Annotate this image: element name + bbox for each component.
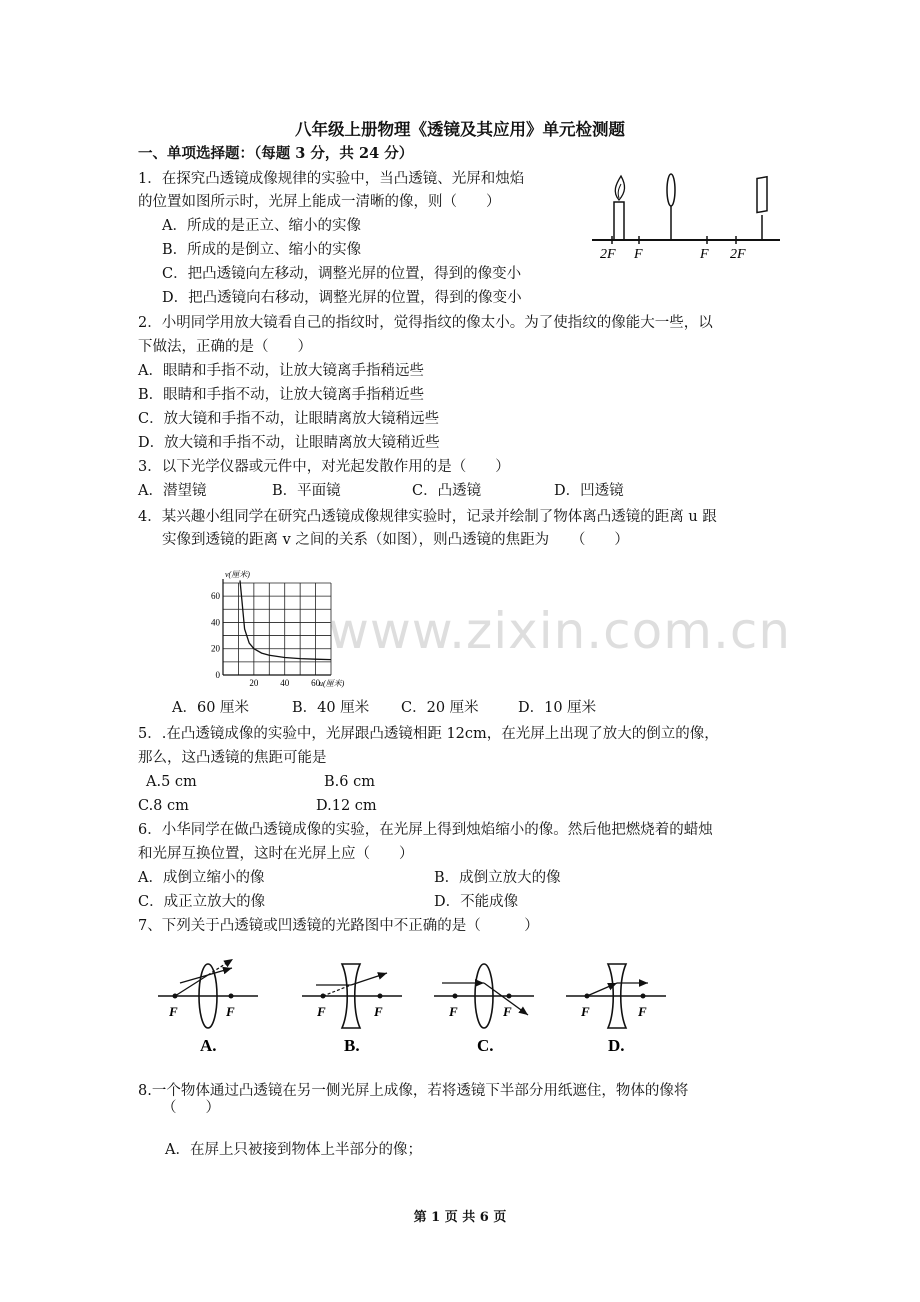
q7-c-focus-right: F (503, 1004, 512, 1019)
q4-option-c: C．20 厘米 (401, 700, 479, 716)
q7-a-focus-right: F (226, 1004, 235, 1019)
q8-stem-line2: （ ） (162, 1100, 220, 1116)
q3-option-b: B．平面镜 (272, 483, 341, 499)
q8-stem-line1: 8.一个物体通过凸透镜在另一侧光屏上成像，若将透镜下半部分用纸遮住，物体的像将 (138, 1083, 689, 1099)
q4-stem-line1: 4．某兴趣小组同学在研究凸透镜成像规律实验时，记录并绘制了物体离凸透镜的距离 u 跟 (138, 509, 717, 525)
q6-stem-line1: 6．小华同学在做凸透镜成像的实验，在光屏上得到烛焰缩小的像。然后他把燃烧着的蜡烛 (138, 822, 713, 838)
x-tick-label: 20 (249, 678, 259, 688)
q6-option-b: B．成倒立放大的像 (434, 870, 561, 886)
q1-option-d: D．把凸透镜向右移动，调整光屏的位置，得到的像变小 (162, 290, 522, 306)
x-tick-label: 60 (311, 678, 321, 688)
q1-option-b: B．所成的是倒立、缩小的实像 (162, 242, 362, 258)
q6-option-d: D．不能成像 (434, 894, 519, 910)
q1-option-c: C．把凸透镜向左移动，调整光屏的位置，得到的像变小 (162, 266, 522, 282)
q6-option-c: C．成正立放大的像 (138, 894, 266, 910)
light-screen (757, 177, 767, 213)
q7-diagram-d (566, 964, 666, 1055)
q1-optical-bench-figure (590, 170, 790, 265)
y-tick-label: 0 (215, 670, 220, 680)
q5-option-a: A.5 cm (146, 774, 197, 790)
q7-c-focus-left: F (449, 1004, 458, 1019)
watermark: www.zixin.com.cn (328, 602, 792, 660)
section-heading: 一、单项选择题：（每题 3 分，共 24 分） (138, 145, 414, 162)
label-f-right: F (700, 247, 709, 262)
label-f-left: F (634, 247, 643, 262)
convex-lens (667, 174, 675, 206)
q7-diagram-a (158, 959, 258, 1055)
y-axis-label: v(厘米) (225, 570, 250, 579)
q3-option-a: A．潜望镜 (138, 483, 207, 499)
q2-option-a: A．眼睛和手指不动，让放大镜离手指稍远些 (138, 363, 424, 379)
q4-stem-line2: 实像到透镜的距离 v 之间的关系（如图），则凸透镜的焦距为 （ ） (162, 532, 629, 548)
q2-option-d: D．放大镜和手指不动，让眼睛离放大镜稍近些 (138, 435, 440, 451)
q5-stem-line2: 那么，这凸透镜的焦距可能是 (138, 750, 327, 766)
candle (614, 202, 624, 240)
q4-option-d: D．10 厘米 (518, 700, 597, 716)
q7-d-focus-left: F (581, 1004, 590, 1019)
q7-stem: 7、下列关于凸透镜或凹透镜的光路图中不正确的是（ ） (138, 918, 539, 934)
q7-diagram-c (434, 964, 534, 1055)
q7-label-c: C. (477, 1036, 494, 1055)
q7-label-b: B. (344, 1036, 360, 1055)
label-2f-left: 2F (600, 247, 616, 262)
q5-option-b: B.6 cm (324, 774, 375, 790)
q4-option-a: A．60 厘米 (172, 700, 250, 716)
q5-option-c: C.8 cm (138, 798, 189, 814)
q7-label-d: D. (608, 1036, 625, 1055)
q2-option-c: C．放大镜和手指不动，让眼睛离放大镜稍远些 (138, 411, 440, 427)
y-tick-label: 20 (211, 643, 220, 654)
q7-a-focus-left: F (169, 1004, 178, 1019)
q3-stem: 3．以下光学仪器或元件中，对光起发散作用的是（ ） (138, 459, 510, 475)
q4-option-b: B．40 厘米 (292, 700, 370, 716)
q1-stem-line1: 1．在探究凸透镜成像规律的实验中，当凸透镜、光屏和烛焰 (138, 171, 525, 187)
x-tick-label: 40 (280, 678, 290, 688)
x-axis-label: u(厘米) (319, 679, 345, 688)
page-title: 八年级上册物理《透镜及其应用》单元检测题 (295, 120, 625, 139)
label-2f-right: 2F (730, 247, 746, 262)
flame (615, 176, 624, 200)
q5-option-d: D.12 cm (316, 798, 377, 814)
q7-diagram-b (302, 964, 402, 1055)
page-footer: 第 1 页 共 6 页 (413, 1210, 507, 1225)
q7-b-focus-right: F (374, 1004, 383, 1019)
y-tick-label: 60 (211, 591, 220, 602)
q1-stem-line2: 的位置如图所示时，光屏上能成一清晰的像，则（ ） (138, 194, 501, 210)
q1-option-a: A．所成的是正立、缩小的实像 (162, 218, 361, 234)
q8-option-a: A．在屏上只被接到物体上半部分的像； (165, 1142, 422, 1158)
q2-option-b: B．眼睛和手指不动，让放大镜离手指稍近些 (138, 387, 425, 403)
q6-stem-line2: 和光屏互换位置，这时在光屏上应（ ） (138, 846, 414, 862)
q7-label-a: A. (200, 1036, 217, 1055)
q5-stem-line1: 5．.在凸透镜成像的实验中，光屏跟凸透镜相距 12cm，在光屏上出现了放大的倒立的像， (138, 726, 719, 742)
y-tick-label: 40 (211, 617, 220, 628)
q2-stem-line1: 2．小明同学用放大镜看自己的指纹时，觉得指纹的像太小。为了使指纹的像能大一些，以 (138, 315, 713, 331)
q6-option-a: A．成倒立缩小的像 (138, 870, 265, 886)
q3-option-d: D．凹透镜 (554, 483, 624, 499)
q2-stem-line2: 下做法，正确的是（ ） (138, 339, 312, 355)
q7-d-focus-right: F (638, 1004, 647, 1019)
q7-ray-diagrams (150, 955, 680, 1060)
q3-option-c: C．凸透镜 (412, 483, 482, 499)
q7-b-focus-left: F (317, 1004, 326, 1019)
